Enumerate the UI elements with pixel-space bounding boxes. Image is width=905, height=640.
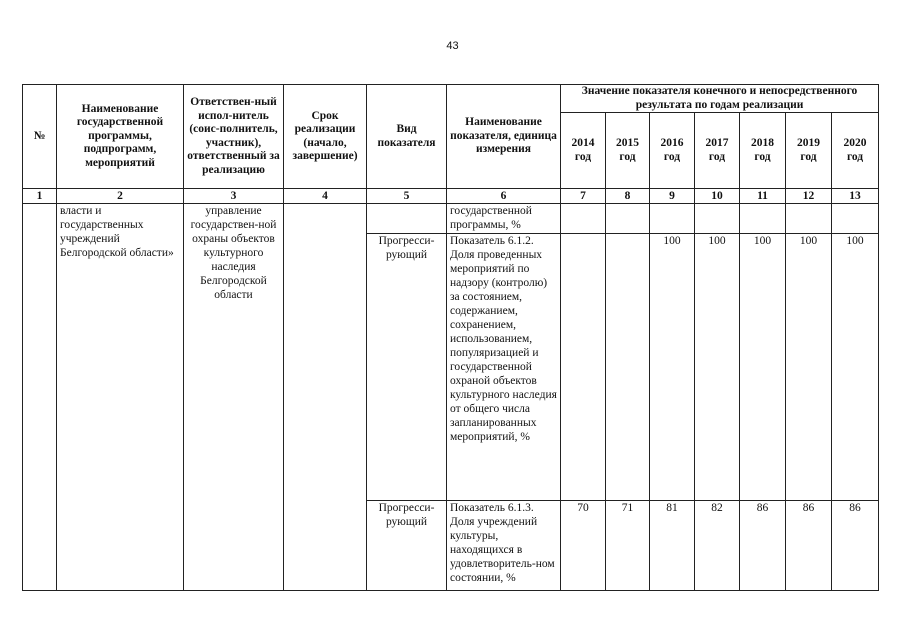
indicator-name-cell: Показатель 6.1.2. Доля проведенных мероприятий по надзору (контролю) за состоянием, содержанием, сохранением, использованием, популяризацией и государственной охраной объектов культурного наследия от общего числа запланированных мероприятий, % [447,234,561,501]
column-number: 6 [447,189,561,204]
header-year: 2017 год [695,113,740,189]
column-number: 4 [284,189,367,204]
value-cell: 70 [561,501,606,591]
column-number: 1 [23,189,57,204]
executor-cell: управление государствен-ной охраны объектов культурного наследия Белгородской области [184,204,284,591]
value-cell [650,204,695,234]
column-number: 5 [367,189,447,204]
header-year: 2015 год [606,113,650,189]
value-cell [561,204,606,234]
value-cell [740,204,786,234]
header-executor: Ответствен-ный испол-нитель (соис-полнитель, участник), ответственный за реализацию [184,85,284,189]
value-cell: 100 [695,234,740,501]
column-number: 13 [832,189,879,204]
table-row [23,204,879,234]
value-cell: 86 [786,501,832,591]
indicator-name-cell: Показатель 6.1.3. Доля учреждений культуры, находящихся в удовлетворитель-ном состоянии, % [447,501,561,591]
value-cell: 82 [695,501,740,591]
header-indicator-name: Наименование показателя, единица измерения [447,85,561,189]
value-cell: 100 [786,234,832,501]
column-number: 9 [650,189,695,204]
value-cell [695,204,740,234]
value-cell: 86 [832,501,879,591]
header-year: 2020 год [832,113,879,189]
indicator-table [22,84,879,591]
column-number: 3 [184,189,284,204]
value-cell [561,234,606,501]
value-cell [606,204,650,234]
indicator-type-cell [367,204,447,234]
header-period: Срок реализации (начало, завершение) [284,85,367,189]
value-cell: 86 [740,501,786,591]
column-number: 8 [606,189,650,204]
column-number-row [23,189,879,204]
value-cell: 81 [650,501,695,591]
value-cell [606,234,650,501]
value-cell: 71 [606,501,650,591]
header-year: 2019 год [786,113,832,189]
indicator-type-cell: Прогресси-рующий [367,234,447,501]
header-no: № [23,85,57,189]
value-cell: 100 [832,234,879,501]
period-cell [284,204,367,591]
value-cell [832,204,879,234]
header-year: 2014 год [561,113,606,189]
indicator-name-cell: государственной программы, % [447,204,561,234]
header-year: 2016 год [650,113,695,189]
value-cell [786,204,832,234]
header-year: 2018 год [740,113,786,189]
row-number-cell [23,204,57,591]
column-number: 10 [695,189,740,204]
value-cell: 100 [740,234,786,501]
column-number: 2 [57,189,184,204]
header-indicator-type: Вид показателя [367,85,447,189]
column-number: 11 [740,189,786,204]
program-name-cell: власти и государственных учреждений Белгородской области» [57,204,184,591]
header-program-name: Наименование государственной программы, подпрограмм, мероприятий [57,85,184,189]
page-number: 43 [446,40,459,52]
value-cell: 100 [650,234,695,501]
indicator-type-cell: Прогресси-рующий [367,501,447,591]
column-number: 12 [786,189,832,204]
column-number: 7 [561,189,606,204]
header-values-group: Значение показателя конечного и непосредственного результата по годам реализации [561,85,879,113]
